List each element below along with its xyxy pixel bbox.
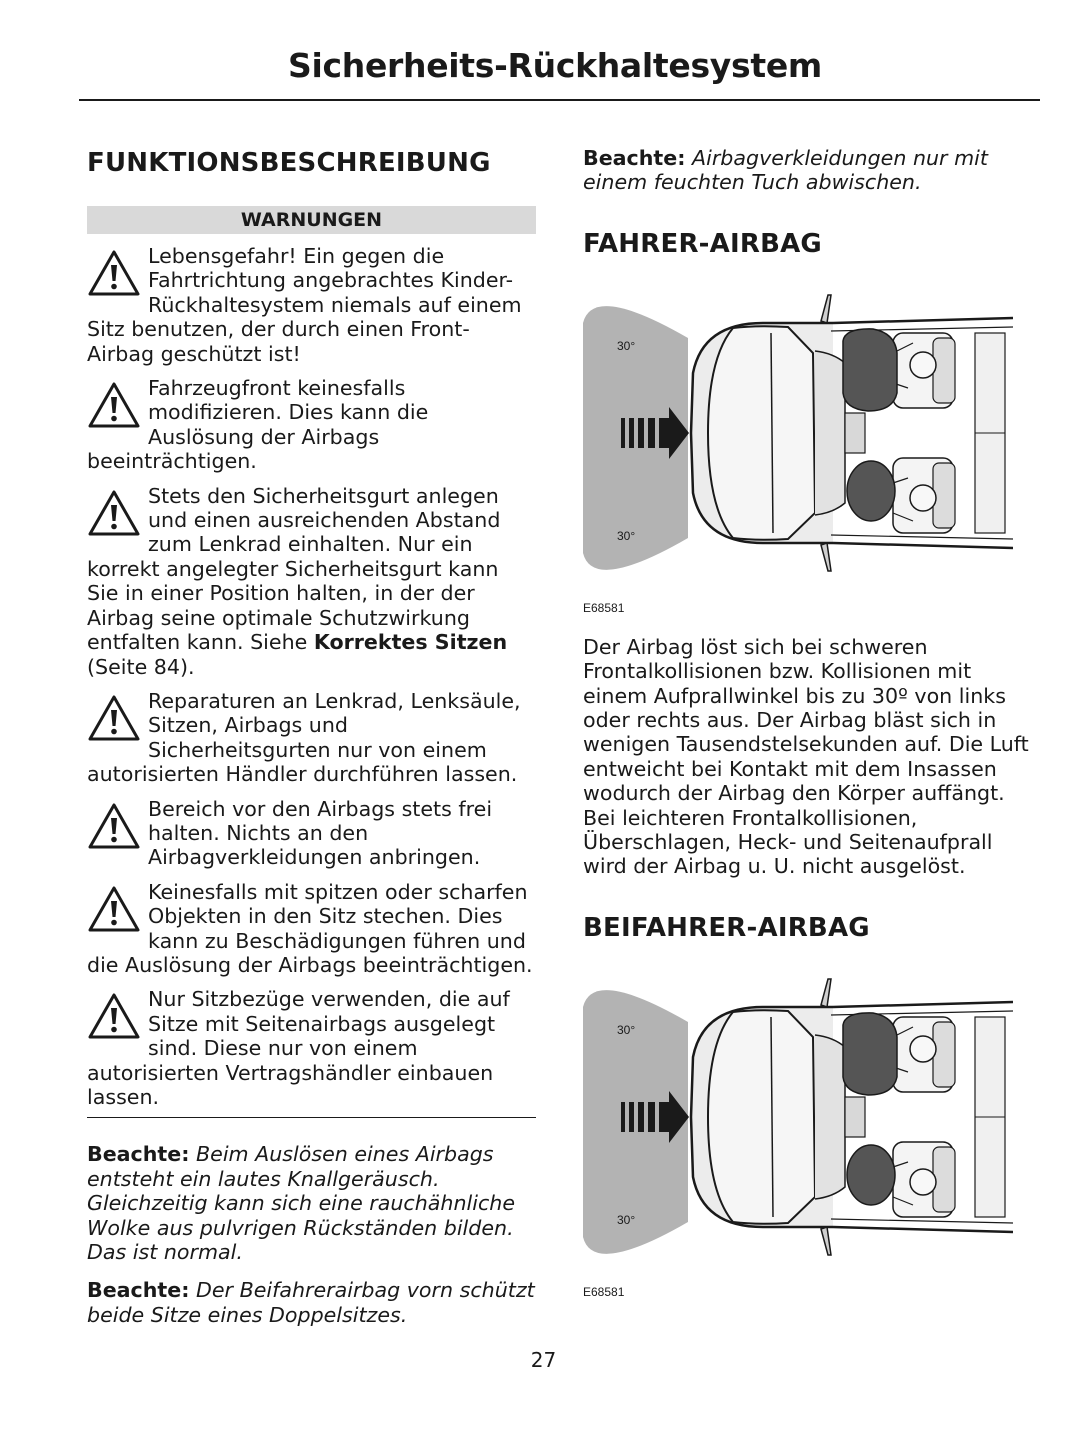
- warning-triangle-icon: [87, 801, 141, 851]
- warning-item: [87, 244, 536, 366]
- warning-triangle-icon: [87, 248, 141, 298]
- warning-item: [87, 880, 536, 978]
- warning-item: [87, 484, 536, 679]
- warning-text-main: Stets den Sicherheitsgurt anlegen und einen ausreichenden Abstand zum Lenkrad einhalten. Nur ein korrekt angelegter Sicherheitsgurt kann Sie in einer Position halten, in der der Airbag seine optimale Schutzwirkung entfalten kann. Siehe: [87, 483, 501, 655]
- warning-triangle-icon: [87, 693, 141, 743]
- note-text: Airbagverkleidungen nur mit einem feuchten Tuch abwischen.: [583, 146, 988, 195]
- warning-item: [87, 987, 536, 1109]
- passenger-airbag-diagram: [583, 977, 1013, 1277]
- warning-text: [87, 484, 536, 679]
- warning-item: [87, 797, 536, 870]
- figure-code: E68581: [583, 1284, 625, 1299]
- warning-triangle-icon: [87, 884, 141, 934]
- section-heading-passenger-airbag: BEIFAHRER-AIRBAG: [583, 912, 870, 943]
- warning-text: Fahrzeugfront keinesfalls modifizieren. Dies kann die Auslösung der Airbags beeinträchtigen.: [87, 376, 429, 474]
- warnings-header: WARNUNGEN: [87, 206, 536, 234]
- warnings-end-rule: [87, 1117, 536, 1118]
- warning-triangle-icon: [87, 488, 141, 538]
- left-column: [87, 148, 536, 1327]
- note-text: Beim Auslösen eines Airbags entsteht ein lautes Knallgeräusch. Gleichzeitig kann sich eine rauchähnliche Wolke aus pulvrigen Rückständen bilden. Das ist normal.: [87, 1142, 516, 1265]
- note-airbag-noise: [87, 1142, 536, 1264]
- warning-item: [87, 689, 536, 787]
- warning-text: Nur Sitzbezüge verwenden, die auf Sitze mit Seitenairbags ausgelegt sind. Diese nur von einem autorisierten Vertragshändler einbauen lassen.: [87, 987, 510, 1109]
- page-reference: (Seite 84).: [87, 654, 195, 679]
- page-title: Sicherheits-Rückhaltesystem: [288, 46, 822, 85]
- warning-text: Keinesfalls mit spitzen oder scharfen Objekten in den Sitz stechen. Dies kann zu Beschädigungen führen und die Auslösung der Airbags beeinträchtigen.: [87, 879, 533, 977]
- driver-airbag-description: Der Airbag löst sich bei schweren Frontalkollisionen bzw. Kollisionen mit einem Aufprallwinkel bis zu 30º von links oder rechts aus. Der Airbag bläst sich in wenigen Tausendstelsekunden auf. Die Luft entweicht bei Kontakt mit dem Insassen wodurch der Airbag den Körper auffängt. Bei leichteren Frontalkollisionen, Überschlagen, Heck- und Seitenaufprall wird der Airbag u. U. nicht ausgelöst.: [583, 634, 1029, 879]
- driver-airbag-diagram: [583, 293, 1013, 593]
- angle-label-top: 30°: [617, 338, 636, 353]
- warning-text: Lebensgefahr! Ein gegen die Fahrtrichtung angebrachtes Kinder-Rückhaltesystem niemals auf einem Sitz benutzen, der durch einen Front-Airbag geschützt ist!: [87, 244, 522, 366]
- warning-triangle-icon: [87, 380, 141, 430]
- note-cleaning: [583, 146, 1038, 195]
- passenger-airbag-figure: [583, 977, 1013, 1247]
- page-number: 27: [530, 1348, 557, 1372]
- warning-text: Reparaturen an Lenkrad, Lenksäule, Sitzen, Airbags und Sicherheitsgurten nur von einem autorisierten Händler durchführen lassen.: [87, 688, 521, 787]
- note-label: Beachte:: [583, 146, 686, 170]
- warning-text: Bereich vor den Airbags stets frei halten. Nichts an den Airbagverkleidungen anbringen.: [148, 796, 493, 870]
- driver-airbag-figure: [583, 293, 1013, 563]
- warning-item: [87, 376, 536, 474]
- warning-triangle-icon: [87, 991, 141, 1041]
- section-heading-driver-airbag: FAHRER-AIRBAG: [583, 228, 822, 259]
- note-label: Beachte:: [87, 1278, 190, 1303]
- note-label: Beachte:: [87, 1142, 190, 1167]
- angle-label-bottom: 30°: [617, 528, 636, 543]
- angle-label-top: 30°: [617, 1022, 636, 1037]
- header-rule: [79, 99, 1040, 101]
- note-passenger-airbag: [87, 1278, 536, 1327]
- cross-reference-link[interactable]: Korrektes Sitzen: [313, 630, 508, 655]
- right-column: [583, 146, 1038, 1299]
- figure-code: E68581: [583, 600, 625, 615]
- section-heading-functional-description: FUNKTIONSBESCHREIBUNG: [87, 148, 491, 178]
- angle-label-bottom: 30°: [617, 1212, 636, 1227]
- note-text: Der Beifahrerairbag vorn schützt beide Sitze eines Doppelsitzes.: [87, 1278, 535, 1327]
